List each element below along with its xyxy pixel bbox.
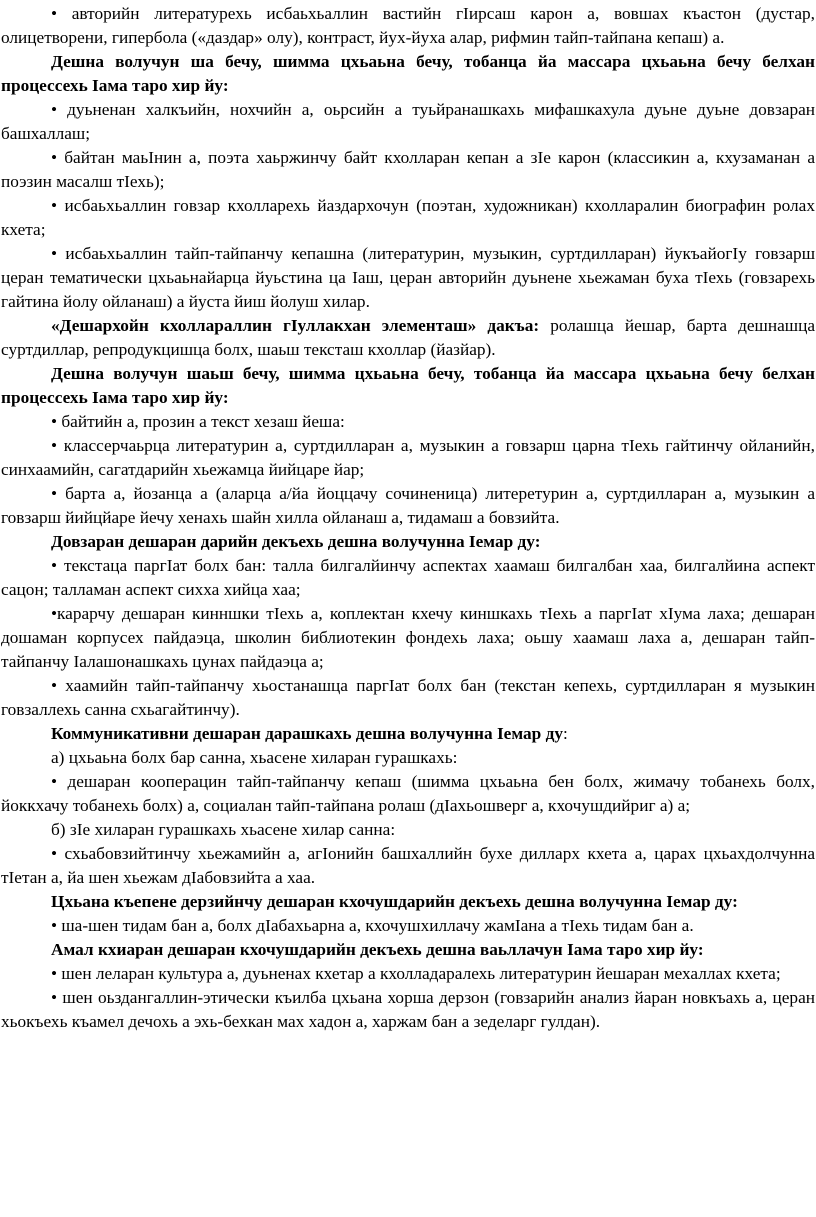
paragraph-5: • исбаьхьаллин говзар кхолларехь йаздархочун (поэтан, художникан) кхолларалин биографин ролах кхета; [1, 196, 815, 239]
paragraph-14: •карарчу дешаран кинншки тӀехь а, коплектан кхечу киншкахь тӀехь а паргӀат хӀума лаха; дешаран дошаман корпусех пайдаэца, школин библиотекин фондехь лаха; оьшу хаамаш лаха а, дешаран тайп-тайпанчу Ӏалашонашкахь цунах пайдаэца а; [1, 604, 815, 671]
paragraph-7: «Дешархойн кхоллараллин гӀуллакхан элементаш» дакъа: ролашца йешар, барта дешнашца суртдиллар, репродукцишца болх, шаьш тексташ кхоллар (йазйар). [1, 316, 815, 359]
paragraph-18: • дешаран кооперацин тайп-тайпанчу кепаш (шимма цхьаьна бен болх, жимачу тобанехь болх, йоккхачу тобанехь болх) а, социалан тайп-тайпана ролаш (дӀахьошверг а, кхочушдийриг а) а; [1, 772, 815, 815]
paragraph-13: • текстаца паргӀат болх бан: талла билгалйинчу аспектах хаамаш билгалбан хаа, билгалйина аспект сацон; талламан аспект сихха хийца хаа; [1, 556, 815, 599]
paragraph-11: • барта а, йозанца а (аларца а/йа йоццачу сочиненица) литеретурин а, суртдилларан а, музыкин а говзарш йийцйаре йечу хенахь шайн хилла ойланаш а, тидамаш а бовзийта. [1, 484, 815, 527]
paragraph-1: • авторийн литературехь исбаьхьаллин вастийн гӀирсаш карон а, вовшах къастон (дустар, олицетворени, гипербола («даздар» олу), контраст, йух-йуха алар, рифмин тайп-тайпана кепаш) а. [1, 4, 815, 47]
paragraph-24: • шен леларан культура а, дуьненах кхетар а кхолладаралехь литературин йешаран мехаллах кхета; [51, 964, 781, 983]
paragraph-15: • хаамийн тайп-тайпанчу хьостанашца паргӀат болх бан (текстан кепехь, суртдилларан я музыкин говзаллехь санна схьагайтинчу). [1, 676, 815, 719]
paragraph-23-heading: Амал кхиаран дешаран кхочушдарийн декъехь дешна ваьллачун Ӏама таро хир йу: [51, 940, 704, 959]
paragraph-12-heading: Довзаран дешаран дарийн декъехь дешна волучунна Ӏемар ду: [51, 532, 541, 551]
paragraph-16-heading: Коммуникативни дешаран дарашкахь дешна волучунна Ӏемар ду: [51, 724, 568, 743]
paragraph-22: • ша-шен тидам бан а, болх дӀабахьарна а, кхочушхиллачу жамӀана а тӀехь тидам бан а. [51, 916, 694, 935]
paragraph-3: • дуьненан халкъийн, нохчийн а, оьрсийн а туьйранашкахь мифашкахула дуьне дуьне довзаран башхаллаш; [1, 100, 815, 143]
paragraph-10: • классерчаьрца литературин а, суртдилларан а, музыкин а говзарш царна тӀехь гайтинчу ойланийн, синхаамийн, сагатдарийн хьежамца йийцаре йар; [1, 436, 815, 479]
paragraph-8-heading: Дешна волучун шаьш бечу, шимма цхьаьна бечу, тобанца йа массара цхьаьна бечу белхан процессехь Ӏама таро хир йу: [1, 364, 815, 407]
paragraph-25: • шен оьздангаллин-этически къилба цхьана хорша дерзон (говзарийн анализ йаран новкъахь а, церан хьокъехь къамел дечохь а эхь-бехкан мах хадон а, харжам бан а зеделарг гулдан). [1, 988, 815, 1031]
paragraph-19: б) зӀе хиларан гурашкахь хьасене хилар санна: [51, 820, 396, 839]
paragraph-4: • байтан маьӀнин а, поэта хаьржинчу байт кхолларан кепан а зӀе карон (классикин а, кхузаманан а поэзин масалш тӀехь); [1, 148, 815, 191]
paragraph-21-heading: Цхьана къепене дерзийнчу дешаран кхочушдарийн декъехь дешна волучунна Ӏемар ду: [51, 892, 738, 911]
paragraph-17: а) цхьаьна болх бар санна, хьасене хиларан гурашкахь: [51, 748, 458, 767]
paragraph-20: • схьабовзийтинчу хьежамийн а, агӀонийн башхаллийн бухе дилларх кхета а, царах цхьахдолчунна тӀетан а, йа шен хьежам дӀабовзийта а хаа. [1, 844, 815, 887]
paragraph-9: • байтийн а, прозин а текст хезаш йеша: [51, 412, 345, 431]
paragraph-2-heading: Дешна волучун ша бечу, шимма цхьаьна бечу, тобанца йа массара цхьаьна бечу белхан процессехь Ӏама таро хир йу: [1, 52, 815, 95]
paragraph-6: • исбаьхьаллин тайп-тайпанчу кепашна (литературин, музыкин, суртдилларан) йукъайогӀу говзарш церан тематически цхьаьнайарца йуьстина ца Ӏаш, церан авторийн дуьнене хьежаман буха тӀехь (говзарехь гайтина йолу ойланаш) а йуста йиш йолуш хилар. [1, 244, 815, 311]
